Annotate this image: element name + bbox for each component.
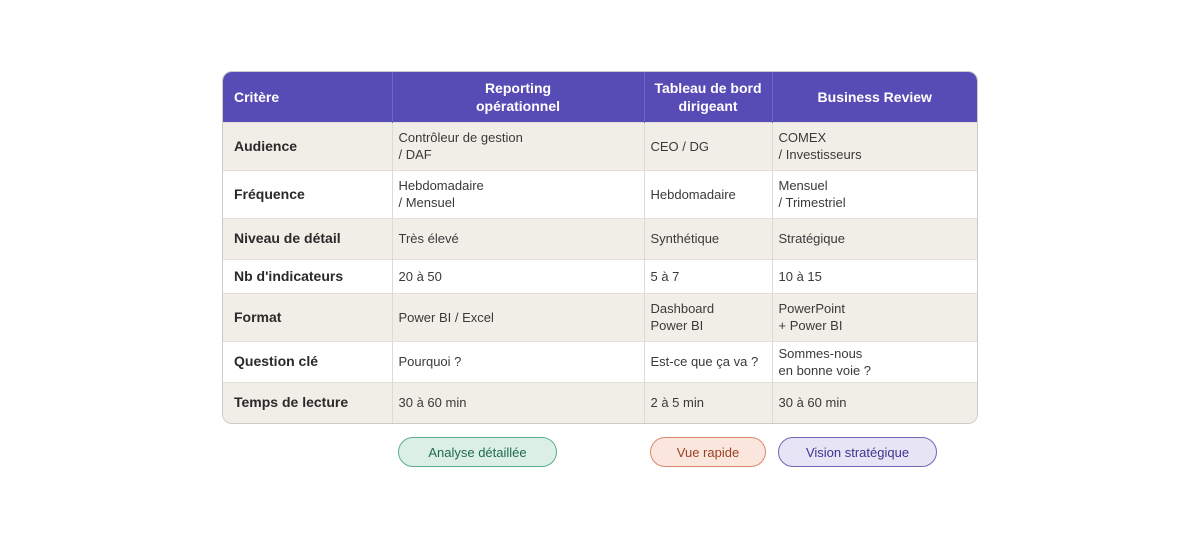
table-row [223,170,977,218]
row-criterion: Nb d'indicateurs [223,259,392,293]
table-cell: Mensuel / Trimestriel [772,170,977,218]
table-cell: Dashboard Power BI [644,293,772,341]
table-cell: PowerPoint + Power BI [772,293,977,341]
header-operational-reporting: Reporting opérationnel [392,72,644,122]
row-criterion: Temps de lecture [223,382,392,423]
tag-vision-strategique: Vision stratégique [778,437,937,467]
table-cell: CEO / DG [644,122,772,170]
table-cell: Hebdomadaire [644,170,772,218]
table-cell: Contrôleur de gestion / DAF [392,122,644,170]
table-row [223,382,977,423]
table-cell: 20 à 50 [392,259,644,293]
table-cell: 30 à 60 min [392,382,644,423]
comparison-table [223,72,977,423]
table-cell: Stratégique [772,218,977,259]
table-cell: 5 à 7 [644,259,772,293]
row-criterion: Format [223,293,392,341]
header-criterion: Critère [234,88,280,105]
table-row [223,218,977,259]
tag-analyse-detaillee: Analyse détaillée [398,437,557,467]
table-cell: 30 à 60 min [772,382,977,423]
table-cell: Très élevé [392,218,644,259]
table-row [223,259,977,293]
header-executive-dashboard: Tableau de bord dirigeant [644,72,772,122]
table-cell: COMEX / Investisseurs [772,122,977,170]
header-business-review: Business Review [772,72,977,122]
row-criterion: Fréquence [223,170,392,218]
row-criterion: Question clé [223,341,392,382]
table-row [223,293,977,341]
table-row [223,341,977,382]
table-cell: Power BI / Excel [392,293,644,341]
table-cell: Pourquoi ? [392,341,644,382]
table-cell: Hebdomadaire / Mensuel [392,170,644,218]
table-cell: 2 à 5 min [644,382,772,423]
row-criterion: Audience [223,122,392,170]
table-cell: Est-ce que ça va ? [644,341,772,382]
comparison-table-container [222,71,978,424]
table-cell: Synthétique [644,218,772,259]
row-criterion: Niveau de détail [223,218,392,259]
table-row [223,122,977,170]
table-header-row [223,72,977,122]
table-cell: Sommes-nous en bonne voie ? [772,341,977,382]
table-cell: 10 à 15 [772,259,977,293]
tag-vue-rapide: Vue rapide [650,437,766,467]
